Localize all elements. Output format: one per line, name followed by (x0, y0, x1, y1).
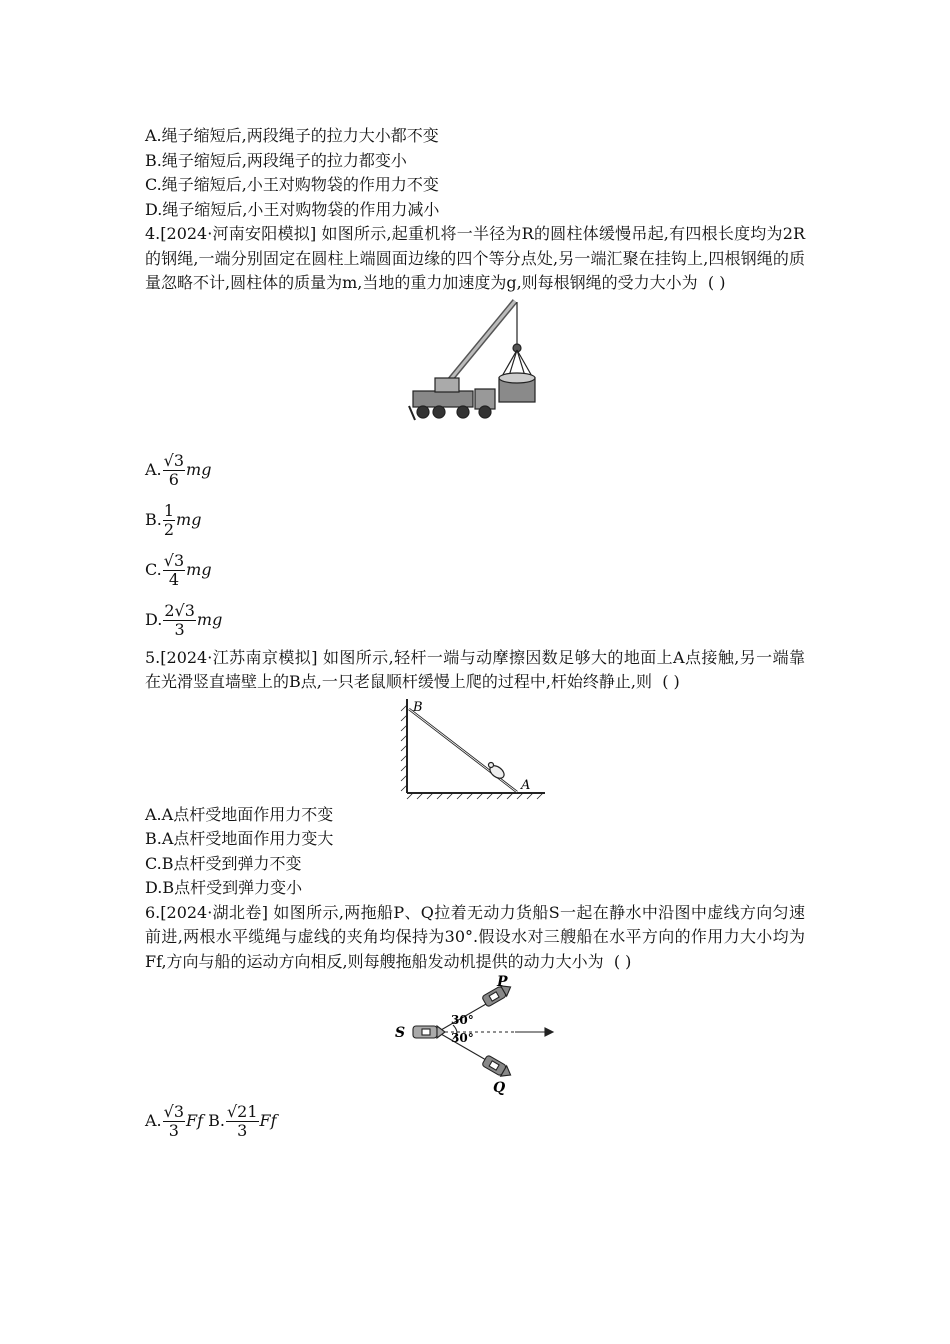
q4-option-a[interactable]: A. $\frac{√3}{6}$ mg (145, 451, 212, 489)
q5-rod-figure (145, 695, 805, 803)
q4-source: [2024·河南安阳模拟] (160, 224, 317, 243)
q4-option-d[interactable]: D. $\frac{2√3}{3}$ mg (145, 601, 223, 639)
q5-option-d[interactable]: D.B点杆受到弹力变小 (145, 878, 303, 897)
q4-text: 如图所示,起重机将一半径为R的圆柱体缓慢吊起,有四根长度均为2R的钢绳,一端分别固定在圆柱上端圆面边缘的四个等分点处,另一端汇聚在挂钩上,四根钢绳的质量忽略不计,圆柱体的质量为m,当地的重力加速度为g,则每根钢绳的受力大小为 (145, 224, 805, 292)
q5-option-a[interactable]: A.A点杆受地面作用力不变 (145, 804, 334, 824)
q4-bracket: ( ) (707, 273, 726, 292)
q4-option-b[interactable]: B. $\frac{1}{2}$ mg (145, 501, 202, 539)
label-a: A (521, 777, 531, 793)
document-page (145, 124, 805, 1146)
q3-option-c[interactable]: C.绳子缩短后,小王对购物袋的作用力不变 (145, 175, 439, 194)
q5-stem (145, 646, 805, 695)
tow-boats-diagram (145, 974, 805, 1096)
q6-source: [2024·湖北卷] (160, 902, 268, 922)
q4-option-c[interactable]: C. $\frac{√3}{4}$ mg (145, 551, 212, 589)
q5-text: 如图所示,轻杆一端与动摩擦因数足够大的地面上A点接触,另一端靠在光滑竖直墙壁上的B点,一只老鼠顺杆缓慢上爬的过程中,杆始终静止,则 (145, 647, 805, 691)
q6-stem (145, 901, 805, 975)
q6-bracket: ( ) (613, 951, 632, 971)
label-p: P (497, 974, 508, 990)
q3-option-a[interactable]: A.绳子缩短后,两段绳子的拉力大小都不变 (145, 126, 439, 145)
q5-number: 5. (145, 647, 161, 667)
fraction: $\frac{√21}{3}$ (226, 1101, 258, 1140)
q5-source: [2024·江苏南京模拟] (160, 647, 318, 667)
q4-crane-figure (145, 296, 805, 446)
q5-option-b[interactable]: B.A点杆受地面作用力变大 (145, 829, 334, 848)
crane-illustration (145, 296, 805, 446)
q6-option-b[interactable]: B. $\frac{√21}{3}$ Ff (208, 1101, 277, 1140)
q6-number: 6. (145, 902, 161, 922)
angle-bottom-label: 30° (451, 1031, 474, 1045)
q6-options-row (145, 1096, 805, 1146)
angle-top-label: 30° (451, 1013, 474, 1027)
q6-text: 如图所示,两拖船P、Q拉着无动力货船S一起在静水中沿图中虚线方向匀速前进,两根水平缆绳与虚线的夹角均保持为30°.假设水对三艘船在水平方向的作用力大小均为Ff,方向与船的运动方向相反,则每艘拖船发动机提供的动力大小为 (145, 902, 805, 971)
q6-option-a[interactable]: A. $\frac{√3}{3}$ Ff (145, 1101, 204, 1140)
label-q: Q (493, 1080, 506, 1096)
fraction: $\frac{2√3}{3}$ (164, 601, 195, 639)
q4-stem (145, 222, 805, 296)
label-b: B (413, 699, 423, 715)
fraction: $\frac{√3}{4}$ (163, 551, 185, 589)
fraction: $\frac{1}{2}$ (163, 501, 175, 539)
fraction: $\frac{√3}{3}$ (163, 1101, 185, 1140)
q6-ships-figure (145, 974, 805, 1096)
q3-option-d[interactable]: D.绳子缩短后,小王对购物袋的作用力减小 (145, 199, 440, 219)
fraction: $\frac{√3}{6}$ (163, 451, 185, 489)
q5-bracket: ( ) (662, 672, 680, 691)
q3-option-b[interactable]: B.绳子缩短后,两段绳子的拉力都变小 (145, 150, 407, 170)
rod-wall-diagram (145, 695, 805, 803)
q5-option-c[interactable]: C.B点杆受到弹力不变 (145, 853, 302, 873)
label-s: S (395, 1025, 406, 1041)
q4-number: 4. (145, 224, 161, 243)
